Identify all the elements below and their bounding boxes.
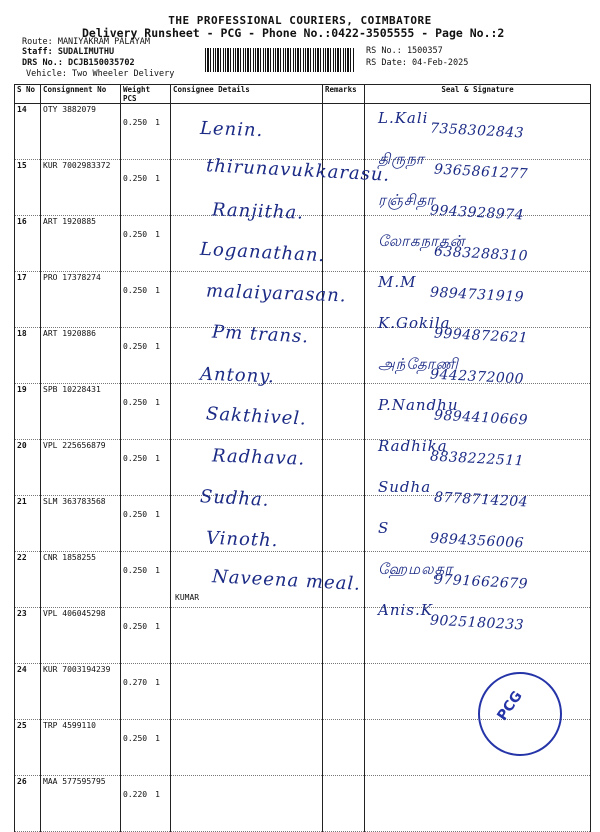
col-consignee: Consignee Details [171,85,323,104]
col-consignment: Consignment No [41,85,121,104]
consignee-handwriting: Vinoth. [205,527,279,552]
rs-no: RS No.: 1500357 [366,46,443,56]
phone-handwriting: 8838222511 [429,448,525,470]
consignee-handwriting: malaiyarasan. [205,280,347,307]
phone-handwriting: 9442372000 [429,366,525,388]
col-signature: Seal & Signature [365,85,591,104]
row-pcs: 1 [155,678,160,687]
consignee-handwriting: Sakthivel. [205,403,308,430]
row-remarks [323,384,365,440]
row-weight: 0.250 1 [121,328,171,384]
signature-handwriting: திருநா [378,150,425,168]
row-sno: 26 [15,776,41,832]
phone-handwriting: 6383288310 [433,243,529,265]
row-weight: 0.220 1 [121,776,171,832]
signature-handwriting: K.Gokila [378,314,451,332]
row-pcs: 1 [155,790,160,799]
row-weight: 0.250 1 [121,720,171,776]
consignee-handwriting: Lenin. [199,117,264,142]
phone-handwriting: 8778714204 [433,489,529,511]
consignee-handwriting: Loganathan. [199,238,326,267]
row-sno: 24 [15,664,41,720]
row-consignee [171,720,323,776]
table-row [15,776,591,832]
signature-handwriting: Radhika [378,437,448,455]
row-signature [365,776,591,832]
row-remarks [323,720,365,776]
row-consignment-no: CNR 1858255 [41,552,121,608]
consignee-handwriting: Antony. [199,363,276,388]
row-remarks [323,216,365,272]
row-sno: 18 [15,328,41,384]
row-consignment-no: PRO 17378274 [41,272,121,328]
consignee-handwriting: Radhava. [211,445,306,470]
row-weight: 0.250 1 [121,272,171,328]
row-weight: 0.270 1 [121,664,171,720]
row-sno: 20 [15,440,41,496]
consignee-handwriting: Ranjitha. [211,199,305,224]
barcode [205,48,355,72]
row-weight: 0.250 1 [121,440,171,496]
row-sno: 22 [15,552,41,608]
signature-handwriting: Anis.K [378,601,433,619]
row-weight: 0.250 1 [121,384,171,440]
phone-handwriting: 9894410669 [433,407,529,429]
row-consignment-no: ART 1920885 [41,216,121,272]
row-pcs: 1 [155,230,160,239]
row-pcs: 1 [155,566,160,575]
row-weight: 0.250 1 [121,608,171,664]
row-pcs: 1 [155,398,160,407]
row-consignment-no: SPB 10228431 [41,384,121,440]
col-weight: Weight PCS [121,85,171,104]
signature-handwriting: L.Kali [378,109,429,127]
route: Route: MANIYAKRAM PALAYAM [22,37,150,47]
row-consignment-no: VPL 225656879 [41,440,121,496]
row-remarks [323,496,365,552]
row-pcs: 1 [155,118,160,127]
phone-handwriting: 9894356006 [429,530,525,552]
signature-handwriting: ரஞ்சிதா [378,191,436,209]
row-remarks [323,440,365,496]
rs-date: RS Date: 04-Feb-2025 [366,58,469,68]
drs-no: DRS No.: DCJB150035702 [22,58,135,68]
row-pcs: 1 [155,622,160,631]
row-consignee [171,664,323,720]
row-sno: 25 [15,720,41,776]
staff: Staff: SUDALIMUTHU [22,47,115,57]
col-sno: S No [15,85,41,104]
phone-handwriting: 9791662679 [433,571,529,593]
row-consignment-no: KUR 7002983372 [41,160,121,216]
row-weight: 0.250 1 [121,552,171,608]
row-weight: 0.250 1 [121,160,171,216]
row-pcs: 1 [155,510,160,519]
signature-handwriting: லோகநாதன் [378,232,466,250]
row-sno: 23 [15,608,41,664]
row-sno: 17 [15,272,41,328]
row-consignment-no: MAA 577595795 [41,776,121,832]
row-sno: 15 [15,160,41,216]
phone-handwriting: 9025180233 [429,612,525,634]
row-remarks [323,664,365,720]
runsheet-subtitle: Delivery Runsheet - PCG - Phone No.:0422-3505555 - Page No.:2 [82,26,505,40]
phone-handwriting: 7358302843 [429,120,525,142]
row-consignment-no: SLM 363783568 [41,496,121,552]
row-pcs: 1 [155,342,160,351]
signature-handwriting: S [378,519,390,537]
row-consignee [171,608,323,664]
company-title: THE PROFESSIONAL COURIERS, COIMBATORE [168,14,432,27]
row-remarks [323,776,365,832]
row-pcs: 1 [155,734,160,743]
stamp-text: PCG [494,688,526,724]
row-sno: 16 [15,216,41,272]
row-pcs: 1 [155,454,160,463]
signature-handwriting: ஹேமலதா [378,560,454,578]
signature-handwriting: Sudha [378,478,432,496]
row-remarks [323,328,365,384]
vehicle: Vehicle: Two Wheeler Delivery [26,69,175,79]
row-consignee [171,776,323,832]
row-consignment-no: VPL 406045298 [41,608,121,664]
col-remarks: Remarks [323,85,365,104]
row-consignment-no: OTY 3882079 [41,104,121,160]
consignee-handwriting: thirunavukkarasu. [205,155,391,186]
phone-handwriting: 9365861277 [433,161,529,183]
row-weight: 0.250 1 [121,104,171,160]
consignee-handwriting: Pm trans. [211,321,310,348]
phone-handwriting: 9943928974 [429,202,525,224]
signature-handwriting: M.M [378,273,417,291]
row-sno: 21 [15,496,41,552]
row-pcs: 1 [155,286,160,295]
row-weight: 0.250 1 [121,496,171,552]
row-remarks [323,104,365,160]
row-consignment-no: KUR 7003194239 [41,664,121,720]
row-pcs: 1 [155,174,160,183]
row-consignment-no: TRP 4599110 [41,720,121,776]
phone-handwriting: 9994872621 [433,325,529,347]
row-sno: 19 [15,384,41,440]
signature-handwriting: அந்தோணி [378,355,459,373]
table-header-row [15,85,591,104]
consignee-handwriting: Sudha. [199,486,271,511]
row-consignment-no: ART 1920886 [41,328,121,384]
row-weight: 0.250 1 [121,216,171,272]
row-sno: 14 [15,104,41,160]
row26-consignee: KUMAR [175,593,200,602]
consignee-handwriting: Naveena meal. [211,566,362,595]
signature-handwriting: P.Nandhu [378,396,459,414]
phone-handwriting: 9894731919 [429,284,525,306]
pcg-stamp [478,672,562,756]
row-remarks [323,608,365,664]
